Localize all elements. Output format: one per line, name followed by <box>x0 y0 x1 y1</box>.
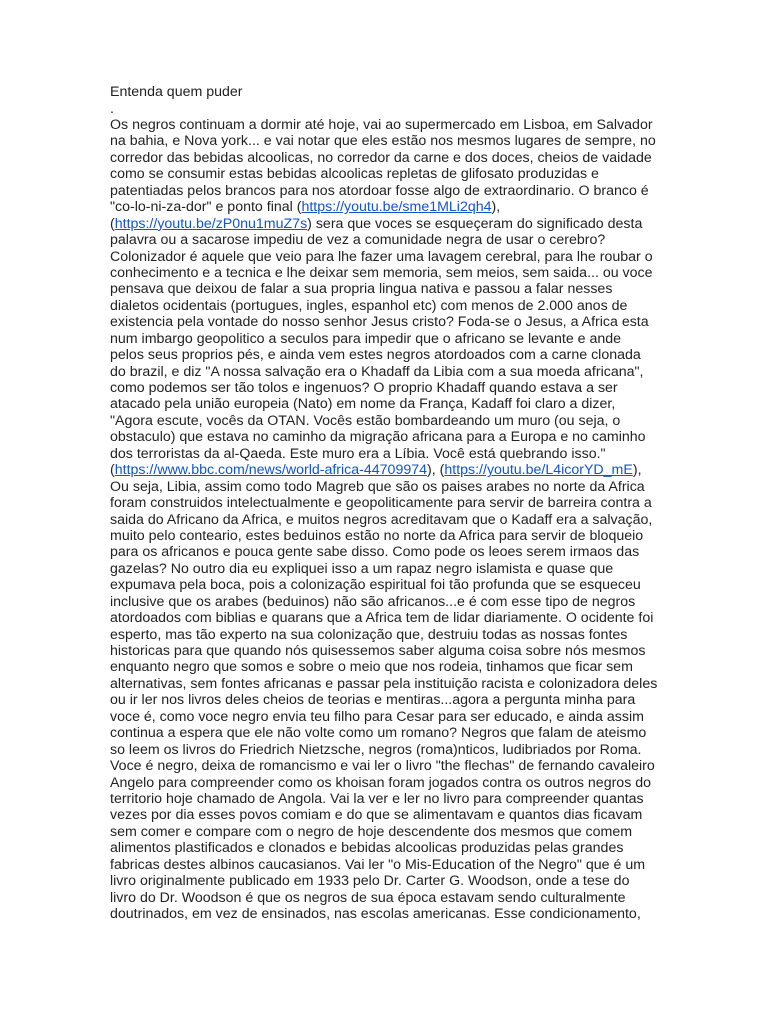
body-text: gazelas? No outro dia eu expliquei isso a um rapaz negro islamista e quase que <box>110 560 614 577</box>
body-line <box>110 807 670 823</box>
body-text: inclusive que os arabes (beduinos) não são africanos...e é com esse tipo de negros <box>110 593 636 610</box>
separator-dot: . <box>110 101 114 117</box>
body-text: alternativas, sem fontes africanas e passar pela instituição racista e colonizadora deles <box>110 675 658 692</box>
body-line <box>110 758 670 774</box>
body-line <box>110 150 670 166</box>
body-line <box>110 577 670 593</box>
body-text: atordoados com biblias e quarans que a Africa tem de lidar diariamente. O ocidente foi <box>110 610 654 627</box>
body-text: dialetos ocidentais (portugues, ingles, espanhol etc) com menos de 2.000 anos de <box>110 297 628 314</box>
body-text: do brazil, e diz "A nossa salvação era o Khadaff da Libia com a sua moeda africana", <box>110 363 644 380</box>
body-text: Ou seja, Libia, assim como todo Magreb que são os paises arabes no norte da Africa <box>110 478 645 495</box>
body-text: conhecimento e a tecnica e lhe deixar sem memoria, sem meios, sem saida... ou voce <box>110 264 653 281</box>
body-line <box>110 249 670 265</box>
body-line <box>110 775 670 791</box>
document-title: Entenda quem puder <box>110 84 243 100</box>
body-text: livro do Dr. Woodson é que os negros de sua época estavam sendo culturalmente <box>110 889 626 906</box>
document-body <box>110 117 670 922</box>
body-line <box>110 199 670 215</box>
body-line <box>110 331 670 347</box>
body-line <box>110 216 670 232</box>
body-text: Voce é negro, deixa de romancismo e vai ler o livro "the flechas" de fernando cavaleiro <box>110 758 655 775</box>
body-text: como podemos ser tão tolos e ingenuos? O proprio Khadaff quando estava a ser <box>110 380 618 396</box>
body-text: alimentos plastificados e clonados e bebidas alcoolicas produzidas pelas grandes <box>110 840 624 857</box>
body-text: ( <box>110 215 115 232</box>
hyperlink[interactable]: https://youtu.be/L4icorYD_mE <box>444 462 633 479</box>
body-text: muito pelo conteario, estes beduinos estão no norte da Africa para servir de bloqueio <box>110 527 644 544</box>
body-text: como se consumir estas bebidas alcoolicas repletas de glifosato produzidas e <box>110 166 599 183</box>
body-line <box>110 133 670 149</box>
body-text: ) sera que voces se esqueçeram do significado desta <box>307 215 643 232</box>
body-text: continua a espera que ele não volte como um romano? Negros que falam de ateismo <box>110 725 647 742</box>
body-text: dos terroristas da al-Qaeda. Este muro era a Líbia. Você está quebrando isso." <box>110 445 606 462</box>
body-line <box>110 692 670 708</box>
body-text: Colonizador é aquele que veio para lhe fazer uma lavagem cerebral, para lhe roubar o <box>110 248 653 265</box>
body-text: corredor das bebidas alcoolicas, no corredor da carne e dos doces, cheios de vaidade <box>110 149 652 166</box>
body-line <box>110 627 670 643</box>
body-text: doutrinados, em vez de ensinados, nas escolas americanas. Esse condicionamento, <box>110 906 641 922</box>
body-line <box>110 824 670 840</box>
body-text: historicas para que quando nós quisessemos saber alguma coisa sobre nós mesmos <box>110 643 646 659</box>
body-text: so leem os livros do Friedrich Nietzsche, negros (roma)nticos, ludibriados por Roma. <box>110 741 642 758</box>
body-line <box>110 873 670 889</box>
body-text: ( <box>110 462 115 479</box>
body-text: pensava que deixou de falar a sua propria lingua nativa e passou a falar nesses <box>110 281 613 298</box>
body-text: na bahia, e Nova york... e vai notar que eles estão nos mesmos lugares de sempre, no <box>110 133 656 150</box>
body-line <box>110 544 670 560</box>
hyperlink[interactable]: https://youtu.be/sme1MLi2qh4 <box>301 199 492 216</box>
body-text: enquanto negro que somos e sobre o meio que nos rodeia, tinhamos que ficar sem <box>110 659 633 676</box>
body-text: atacado pela união europeia (Nato) em nome da França, Kadaff foi claro a dizer, <box>110 396 616 413</box>
body-line <box>110 643 670 659</box>
body-text: saida do Africano da Africa, e muitos negros acreditavam que o Kadaff era a salvação, <box>110 511 653 528</box>
body-line <box>110 166 670 182</box>
body-line <box>110 676 670 692</box>
body-text: palavra ou a sacarose impediu de vez a comunidade negra de usar o cerebro? <box>110 232 606 249</box>
body-text: patentiadas pelos brancos para nos atordoar fosse algo de extraordinario. O branco é <box>110 182 649 199</box>
body-text: pelos seus proprios pés, e ainda vem estes negros atordoados com a carne clonada <box>110 347 641 364</box>
body-line <box>110 413 670 429</box>
hyperlink[interactable]: https://youtu.be/zP0nu1muZ7s <box>114 215 308 232</box>
body-text: ), <box>632 462 642 479</box>
body-line <box>110 840 670 856</box>
body-text: foram construidos intelectualmente e geopoliticamente para servir de barreira contra a <box>110 495 652 512</box>
body-line <box>110 314 670 330</box>
body-line <box>110 479 670 495</box>
body-text: ), <box>491 199 501 216</box>
body-line <box>110 281 670 297</box>
body-line <box>110 265 670 281</box>
body-line <box>110 791 670 807</box>
hyperlink[interactable]: https://www.bbc.com/news/world-africa-44709974 <box>114 462 428 479</box>
body-text: para os africanos e pouca gente sabe disso. Como pode os leoes serem irmaos das <box>110 544 640 561</box>
body-text: expumava pela boca, pois a colonização espiritual foi tão profunda que se esqueceu <box>110 577 641 594</box>
body-line <box>110 528 670 544</box>
body-text: voce é, como voce negro envia teu filho para Cesar para ser educado, e ainda assim <box>110 708 644 725</box>
body-line <box>110 495 670 511</box>
body-line <box>110 183 670 199</box>
body-text: livro originalmente publicado em 1933 pelo Dr. Carter G. Woodson, onde a tese do <box>110 873 630 890</box>
body-text: num imbargo geopolitico a seculos para impedir que o africano se levante e ande <box>110 330 622 347</box>
body-text: fabricas destes albinos caucasianos. Vai ler "o Mis-Education of the Negro" que é um <box>110 856 646 873</box>
body-line <box>110 610 670 626</box>
body-line <box>110 594 670 610</box>
body-line <box>110 512 670 528</box>
body-text: ), ( <box>427 462 445 479</box>
body-text: Os negros continuam a dormir até hoje, vai ao supermercado em Lisboa, em Salvador <box>110 117 653 133</box>
body-line <box>110 364 670 380</box>
body-text: territorio hoje chamado de Angola. Vai la ver e ler no livro para compreender quantas <box>110 790 644 807</box>
body-line <box>110 298 670 314</box>
body-line <box>110 561 670 577</box>
body-line <box>110 380 670 396</box>
body-text: obstaculo) que estava no caminho da migração africana para a Europa e no caminho <box>110 429 646 446</box>
body-line <box>110 347 670 363</box>
body-line <box>110 890 670 906</box>
body-text: sem comer e compare com o negro de hoje descendente dos mesmos que comem <box>110 823 633 840</box>
body-text: ou ir ler nos livros deles cheios de teorias e mentiras...agora a pergunta minha para <box>110 692 636 709</box>
body-text: esperto, mas tão experto na sua colonização que, destruiu todas as nossas fontes <box>110 626 628 643</box>
body-line <box>110 709 670 725</box>
body-line <box>110 232 670 248</box>
body-line <box>110 742 670 758</box>
body-text: "co-lo-ni-za-dor" e ponto final ( <box>110 199 302 216</box>
body-text: existencia pela vontade do nosso senhor Jesus cristo? Foda-se o Jesus, a Africa esta <box>110 314 649 331</box>
body-text: vezes por dia esses povos comiam e do que se alimentavam e quantos dias ficavam <box>110 807 643 824</box>
body-text: Angelo para compreender como os khoisan foram jogados contra os outros negros do <box>110 774 652 791</box>
body-line <box>110 462 670 478</box>
body-line <box>110 429 670 445</box>
body-text: "Agora escute, vocês da OTAN. Vocês estão bombardeando um muro (ou seja, o <box>110 412 621 429</box>
body-line <box>110 725 670 741</box>
body-line <box>110 446 670 462</box>
body-line <box>110 857 670 873</box>
body-line <box>110 117 670 133</box>
body-line <box>110 906 670 922</box>
body-line <box>110 659 670 675</box>
body-line <box>110 396 670 412</box>
